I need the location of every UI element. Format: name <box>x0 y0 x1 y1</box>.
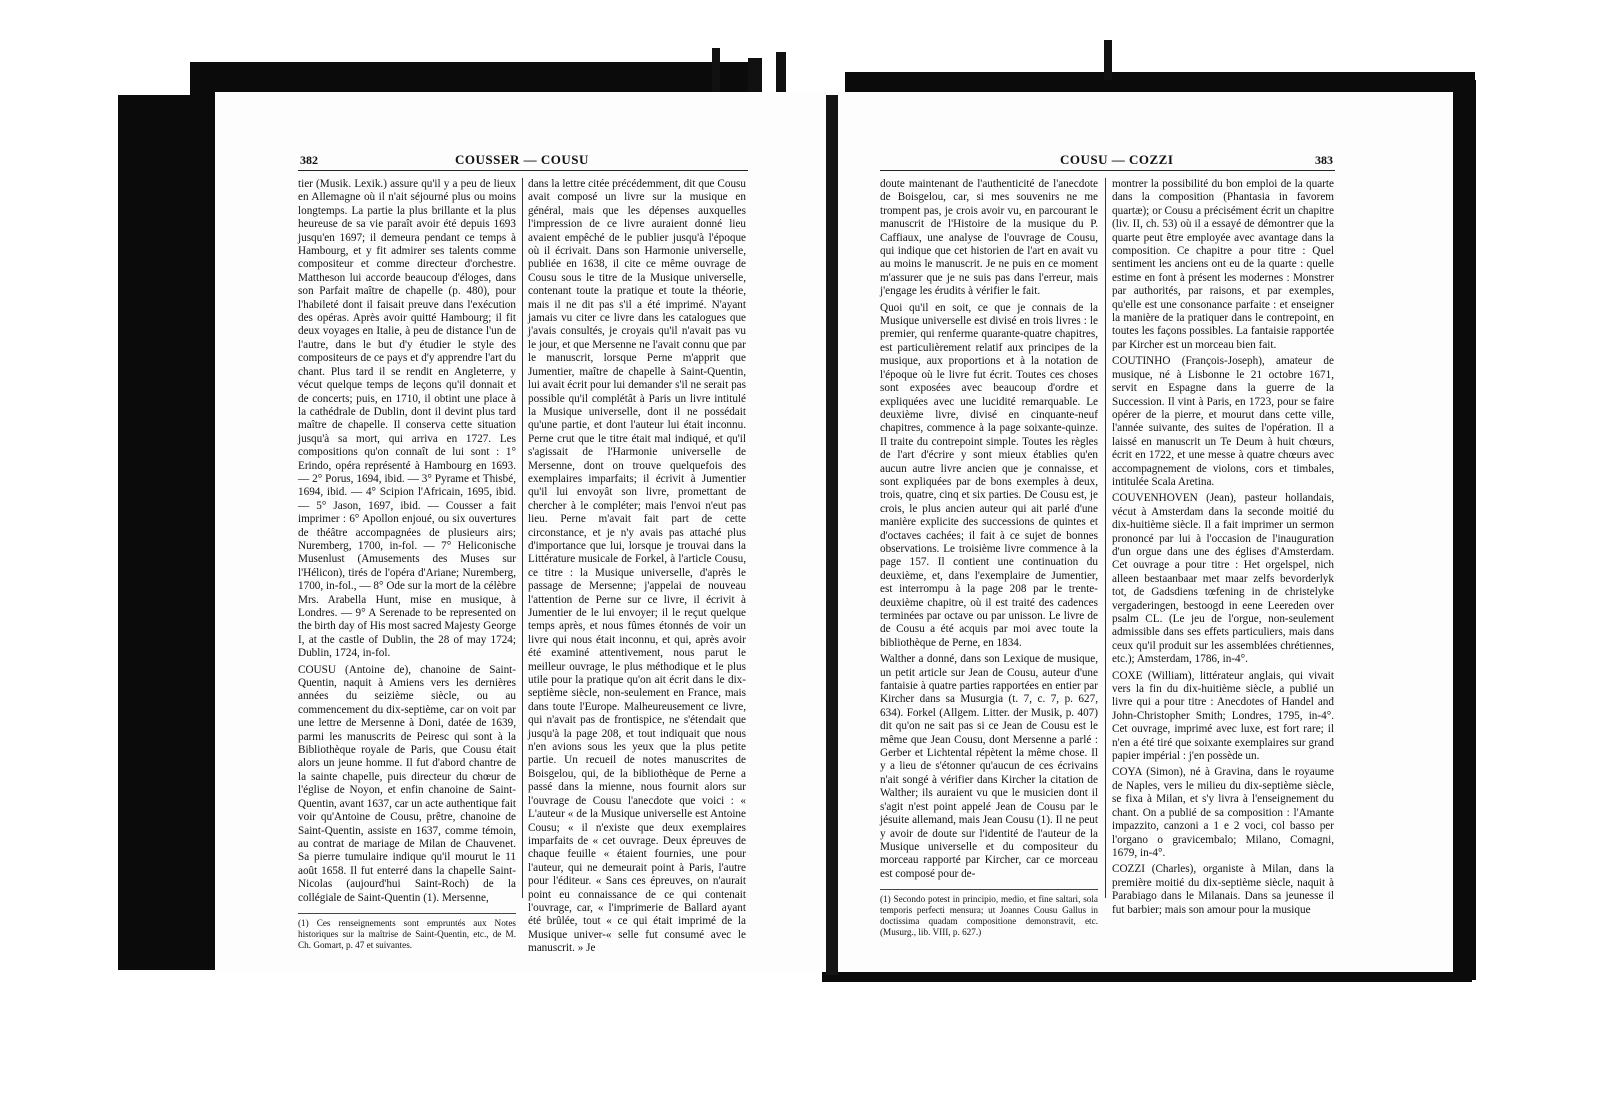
paragraph: Walther a donné, dans son Lexique de musique, un petit article sur Jean de Cousu, auteur d'une fantaisie à quatre parties rapportées en entier par Kircher dans sa Musurgia (t. 7, c. 7, p. 627, 634). Forkel (Allgem. Litter. der Musik, p. 407) dit qu'on ne sait pas si ce Jean de Cousu est le même que Jean Cousu, dont Mersenne a parlé : Gerber et Lichtental répètent la même chose. Il y a lieu de s'étonner qu'aucun de ces écrivains n'ait songé à vérifier dans Kircher la citation de Walther; ils auraient vu que le musicien dont il s'agit n'est point appelé Jean de Cousu par le jésuite allemand, mais Jean Cousu (1). Il ne peut y avoir de doute sur l'identité de l'auteur de la Musique universelle et du compositeur du morceau rapporté par Kircher, car ce morceau est composé pour de- <box>880 653 1098 880</box>
entry-coxe: COXE (William), littérateur anglais, qui vivait vers la fin du dix-huitième siècle, a publié un livre qui a pour titre : Anecdotes of Handel and John-Christopher Smith; Londres, 1795, in-4°. Cet ouvrage, imprimé avec luxe, est fort rare; il n'en a été tiré que soixante exemplaires sur grand papier impérial : j'en possède un. <box>1112 669 1334 763</box>
right-column-rule <box>1105 178 1106 898</box>
entry-coutinho: COUTINHO (François-Joseph), amateur de musique, né à Lisbonne le 21 octobre 1671, servit en Espagne dans la guerre de la Succession. Il vint à Paris, en 1723, pour se faire opérer de la pierre, et mourut dans cette ville, l'année suivante, des suites de l'opération. Il a laissé en manuscrit un Te Deum à huit chœurs, écrit en 1722, et une messe à quatre chœurs avec accompagnement de violons, cors et timbales, intitulée Scala Aretina. <box>1112 355 1334 488</box>
entry-cousu: COUSU (Antoine de), chanoine de Saint-Quentin, naquit à Amiens vers les dernières années du seizième siècle, ou au commencement du dix-septième, car on voit par une lettre de Mersenne à Doni, datée de 1639, parmi les manuscrits de Peiresc qui sont à la Bibliothèque royale de Paris, que Cousu était alors un jeune homme. Il fut d'abord chantre de la sainte chapelle, puis directeur du chœur de l'église de Noyon, et enfin chanoine de Saint-Quentin, avant 1637, car un acte authentique fait voir qu'Antoine de Cousu, prêtre, chanoine de Saint-Quentin, assiste en 1637, comme témoin, au contrat de mariage de Milan de Chauvenet. Sa pierre tumulaire indique qu'il mourut le 11 août 1658. Il fut enterré dans la chapelle Saint-Nicolas (aujourd'hui Saint-Roch) de la collégiale de Saint-Quentin (1). Mersenne, <box>298 663 516 904</box>
paragraph: doute maintenant de l'authenticité de l'anecdote de Boisgelou, car, si mes souvenirs ne me trompent pas, je crois avoir vu, en parcourant le manuscrit de l'Histoire de la musique du P. Caffiaux, une analyse de l'ouvrage de Cousu, qui indique que cet historien de l'art en avait vu au moins le manuscrit. Je ne puis en ce moment m'assurer que je ne suis pas dans l'erreur, mais j'engage les érudits à vérifier le fait. <box>880 178 1098 298</box>
right-head-rule <box>880 170 1335 171</box>
scan-edge-top-left <box>190 62 750 96</box>
scan-edge-right <box>1450 80 1476 980</box>
left-column-2 <box>528 178 746 955</box>
scan-mark-3 <box>776 52 786 96</box>
left-column-rule <box>522 178 523 898</box>
scan-mark-4 <box>1104 40 1112 80</box>
right-running-head: COUSU — COZZI <box>1060 152 1174 167</box>
footnote: (1) Ces renseignements sont empruntés aux Notes historiques sur la maîtrise de Saint-Quentin, etc., de M. Ch. Gomart, p. 47 et suivantes. <box>298 913 516 951</box>
right-column-2 <box>1112 178 1334 918</box>
left-page-number: 382 <box>300 153 318 167</box>
book-gutter <box>826 95 838 975</box>
footnote: (1) Secondo potest in principio, medio, et fine saltari, sola temporis perfecti mensura; ut Joannes Cousu Gallus in doctissima quadam compositione demonstravit, etc. (Musurg., lib. VIII, p. 627.) <box>880 889 1098 938</box>
right-page-number: 383 <box>1315 153 1333 167</box>
entry-coya: COYA (Simon), né à Gravina, dans le royaume de Naples, vers le milieu du dix-septième siècle, se fixa à Milan, et s'y livra à l'enseignement du chant. On a publié de sa composition : l'Amante impazzito, canzoni a 1 e 2 voci, col basso per l'organo o gravicembalo; Milano, Comagni, 1679, in-4°. <box>1112 766 1334 859</box>
right-column-1 <box>880 178 1098 938</box>
paragraph: montrer la possibilité du bon emploi de la quarte dans la composition (Phantasia in favorem quartæ); or Cousu a précisément écrit un chapitre (liv. II, ch. 53) où il a essayé de démontrer que la quarte peut être employée avec avantage dans la composition. Ce chapitre a pour titre : Quel sentiment les anciens ont eu de la quarte : quelle estime en font à présent les modernes : Monstrer par authorités, par raisons, et par exemples, qu'elle est une consonance parfaite : et enseigner la manière de la pratiquer dans le contrepoint, en toutes les façons possibles. La fantaisie rapportée par Kircher est un morceau bien fait. <box>1112 178 1334 351</box>
scan-edge-left <box>118 95 218 970</box>
left-column-1 <box>298 178 516 950</box>
paragraph: Quoi qu'il en soit, ce que je connais de la Musique universelle est divisé en trois livres : le premier, qui renferme quarante-quatre chapitres, est particulièrement relatif aux principes de la musique, aux proportions et à la notation de l'époque où le livre fut écrit. Toutes ces choses sont exposées avec beaucoup d'ordre et expliquées avec une lucidité remarquable. Le deuxième livre, divisé en cinquante-neuf chapitres, commence à la page soixante-quinze. Il traite du contrepoint simple. Toutes les règles de l'art d'écrire y sont mieux établies qu'en aucun autre livre ancien que je connaisse, et sont expliquées par de bons exemples à deux, trois, quatre, cinq et six parties. De Cousu est, je crois, le plus ancien auteur qui ait parlé d'une manière explicite des successions de quintes et d'octaves cachées; il fait à ce sujet de bonnes observations. Le troisième livre commence à la page 157. Il contient une continuation du deuxième, et, dans l'exemplaire de Jumentier, est interrompu à la page 208 par le trente-deuxième chapitre, où il est traité des cadences terminées par octave ou par unisson. Le livre de de Cousu a été acquis par moi avec toute la bibliothèque de Perne, en 1834. <box>880 301 1098 649</box>
entry-cozzi: COZZI (Charles), organiste à Milan, dans la première moitié du dix-septième siècle, naquit à Parabiago dans le Milanais. Dans sa jeunesse il fut barbier; mais son amour pour la musique <box>1112 863 1334 916</box>
scan-mark-1 <box>712 48 720 96</box>
left-head-rule <box>298 170 748 171</box>
paragraph: dans la lettre citée précédemment, dit que Cousu avait composé un livre sur la musique en général, mais que les dépenses auxquelles l'impression de ce livre auraient donné lieu avaient empêché de le publier jusqu'à l'époque où il écrivait. Dans son Harmonie universelle, publiée en 1638, il cite ce même ouvrage de Cousu sous le titre de la Musique universelle, contenant toute la pratique et toute la théorie, mais il ne dit pas s'il a été imprimé. N'ayant jamais vu citer ce livre dans les catalogues que j'avais consultés, je croyais qu'il n'avait pas vu le jour, et que Mersenne ne l'avait connu que par le manuscrit, lorsque Perne m'apprit que Jumentier, maître de chapelle à Saint-Quentin, lui avait écrit pour lui demander s'il ne serait pas possible qu'il complétât à Paris un livre intitulé la Musique universelle, dont il ne possédait qu'une partie, et dont l'auteur lui était inconnu. Perne crut que le titre était mal indiqué, et qu'il s'agissait de l'Harmonie universelle de Mersenne, dont on trouve quelquefois des exemplaires imparfaits; il écrivit à Jumentier qu'il lui envoyât son livre, promettant de chercher à le compléter; mais l'envoi n'eut pas lieu. Perne m'avait fait part de cette circonstance, et je n'y avais pas attaché plus d'importance que lui, lorsque je trouvai dans la Littérature musicale de Forkel, à l'article Cousu, ce titre : la Musique universelle, d'après le passage de Mersenne; j'appelai de nouveau l'attention de Perne sur ce livre, il écrivit à Jumentier de le lui envoyer; il le reçut quelque temps après, et nous fûmes étonnés de voir un livre qui nous était inconnu, et qui, après avoir été examiné attentivement, nous parut le meilleur ouvrage, le plus méthodique et le plus utile pour la pratique qu'on ait écrit dans le dix-septième siècle, non-seulement en France, mais dans toute l'Europe. Malheureusement ce livre, qui n'avait pas de frontispice, ne s'étendait que jusqu'à la page 208, et tout indiquait que nous n'en avions sous les yeux que la plus petite partie. Un recueil de notes manuscrites de Boisgelou, qui, de la bibliothèque de Perne a passé dans la mienne, nous fournit alors sur l'ouvrage de Cousu l'anecdote que voici : « L'auteur « de la Musique universelle est Antoine Cousu; « il n'existe que deux exemplaires imparfaits de « cet ouvrage. Deux épreuves de chaque feuille « étaient fournies, une pour l'auteur, qui ne demeurait point à Paris, l'autre pour l'éditeur. « Sans ces épreuves, on n'aurait point eu connaissance de ce qui contenait l'ouvrage, car, « l'imprimerie de Ballard ayant été brûlée, tout « ce qui était imprimé de la Musique univer-« selle fut consumé avec le manuscrit. » Je <box>528 178 746 955</box>
paragraph: tier (Musik. Lexik.) assure qu'il y a peu de lieux en Allemagne où il n'ait séjourné plus ou moins longtemps. La partie la plus brillante et la plus heureuse de sa vie paraît avoir été depuis 1693 jusqu'en 1697; il demeura pendant ce temps à Hambourg, et y fit admirer ses talents comme compositeur et comme directeur d'orchestre. Mattheson lui accorde beaucoup d'éloges, dans son Parfait maître de chapelle (p. 480), pour l'habileté dont il faisait preuve dans l'exécution des opéras. Après avoir quitté Hambourg; il fit deux voyages en Italie, à peu de distance l'un de l'autre, dans le but d'y étudier le style des compositeurs de ce pays et d'y apprendre l'art du chant. Plus tard il se rendit en Angleterre, y vécut quelque temps de leçons qu'il donnait et de concerts; puis, en 1710, il obtint une place à la cathédrale de Dublin, dont il devint plus tard maître de chapelle. Il conserva cette situation jusqu'à sa mort, qui arriva en 1727. Les compositions qu'on connaît de lui sont : 1° Erindo, opéra représenté à Hambourg en 1693. — 2° Porus, 1694, ibid. — 3° Pyrame et Thisbé, 1694, ibid. — 4° Scipion l'Africain, 1695, ibid. — 5° Jason, 1697, ibid. — Cousser a fait imprimer : 6° Apollon enjoué, ou six ouvertures de théâtre accompagnées de plusieurs airs; Nuremberg, 1700, in-fol. — 7° Heliconische Musenlust (Amusements des Muses sur l'Hélicon), tirés de l'opéra d'Ariane; Nuremberg, 1700, in-fol., — 8° Ode sur la mort de la célèbre Mrs. Arabella Hunt, mise en musique, à Londres. — 9° A Serenade to be represented on the birth day of His most sacred Majesty George I, at the castle of Dublin, the 28 of may 1724; Dublin, 1724, in-fol. <box>298 178 516 660</box>
scan-mark-2 <box>748 58 762 96</box>
entry-couvenhoven: COUVENHOVEN (Jean), pasteur hollandais, vécut à Amsterdam dans la seconde moitié du dix-huitième siècle. Il a fait imprimer un sermon prononcé par lui à l'occasion de l'inauguration d'un orgue dans une des églises d'Amsterdam. Cet ouvrage a pour titre : Het orgelspel, nich alleen bestaanbaar met maar zelfs bevorderlyk tot, de Gadsdiens tœfening in de christelyke vergaderingen, bestoogd in eene Leereden over psalm CL. (Le jeu de l'orgue, non-seulement admissible dans ses effets particuliers, mais dans ceux qu'il produit sur les assemblées chrétiennes, etc.); Amsterdam, 1786, in-4°. <box>1112 492 1334 666</box>
left-running-head: COUSSER — COUSU <box>455 152 589 167</box>
